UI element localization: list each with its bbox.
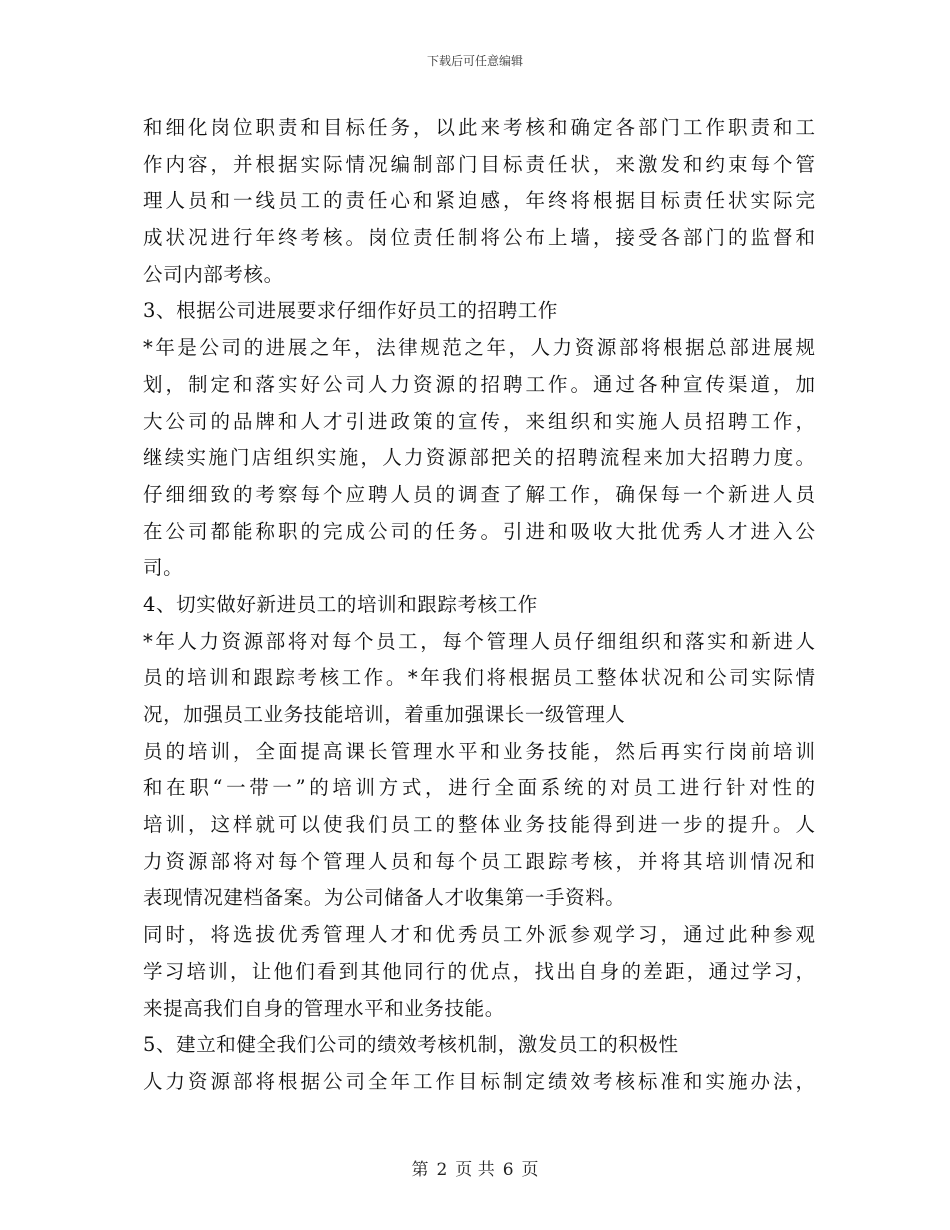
text-line: 员的培训，全面提高课长管理水平和业务技能，然后再实行岗前培训 — [143, 739, 815, 763]
footer-suffix: 页 — [521, 1160, 539, 1180]
document-body — [143, 110, 815, 1101]
text-line: 成状况进行年终考核。岗位责任制将公布上墙，接受各部门的监督和 — [143, 226, 815, 250]
text-line: 和在职“一带一”的培训方式，进行全面系统的对员工进行针对性的 — [143, 776, 815, 800]
page-footer — [0, 1155, 950, 1180]
text-line: 来提高我们自身的管理水平和业务技能。 — [143, 996, 505, 1020]
text-line: 划，制定和落实好公司人力资源的招聘工作。通过各种宣传渠道，加 — [143, 372, 815, 396]
text-line: 培训，这样就可以使我们员工的整体业务技能得到进一步的提升。人 — [143, 813, 815, 837]
text-line: 继续实施门店组织实施，人力资源部把关的招聘流程来加大招聘力度。 — [143, 446, 815, 470]
text-line: 和细化岗位职责和目标任务，以此来考核和确定各部门工作职责和工 — [143, 116, 815, 139]
section-heading: 4、切实做好新进员工的培训和跟踪考核工作 — [143, 592, 538, 616]
section-heading: 5、建立和健全我们公司的绩效考核机制，激发员工的积极性 — [143, 1033, 679, 1057]
page-number: 2 — [436, 1160, 448, 1180]
footer-prefix: 第 — [411, 1160, 429, 1180]
text-line: 理人员和一线员工的责任心和紧迫感，年终将根据目标责任状实际完 — [143, 189, 815, 213]
text-line: 作内容，并根据实际情况编制部门目标责任状，来激发和约束每个管 — [143, 152, 815, 176]
footer-middle: 页 共 — [455, 1160, 495, 1180]
text-line: 员的培训和跟踪考核工作。*年我们将根据员工整体状况和公司实际情 — [143, 666, 815, 690]
text-line: 仔细细致的考察每个应聘人员的调查了解工作，确保每一个新进人员 — [143, 482, 815, 506]
total-pages: 6 — [502, 1160, 514, 1180]
text-line: *年人力资源部将对每个员工，每个管理人员仔细组织和落实和新进人 — [143, 629, 815, 653]
text-line: 公司内部考核。 — [143, 262, 284, 286]
text-line: 在公司都能称职的完成公司的任务。引进和吸收大批优秀人才进入公 — [143, 519, 815, 543]
text-line: 学习培训，让他们看到其他同行的优点，找出自身的差距，通过学习， — [143, 959, 815, 983]
text-line: 人力资源部将根据公司全年工作目标制定绩效考核标准和实施办法， — [143, 1069, 815, 1093]
text-line: 况，加强员工业务技能培训，着重加强课长一级管理人 — [143, 703, 626, 726]
text-line: 大公司的品牌和人才引进政策的宣传，来组织和实施人员招聘工作， — [143, 409, 815, 433]
text-line: 同时，将选拔优秀管理人才和优秀员工外派参观学习，通过此种参观 — [143, 923, 815, 947]
text-line: 司。 — [143, 556, 184, 580]
text-line: *年是公司的进展之年，法律规范之年，人力资源部将根据总部进展规 — [143, 336, 815, 360]
page-header: 下载后可任意编辑 — [426, 54, 523, 68]
text-line: 表现情况建档备案。为公司储备人才收集第一手资料。 — [143, 886, 626, 910]
section-heading: 3、根据公司进展要求仔细作好员工的招聘工作 — [143, 299, 559, 323]
text-line: 力资源部将对每个管理人员和每个员工跟踪考核，并将其培训情况和 — [143, 849, 815, 873]
